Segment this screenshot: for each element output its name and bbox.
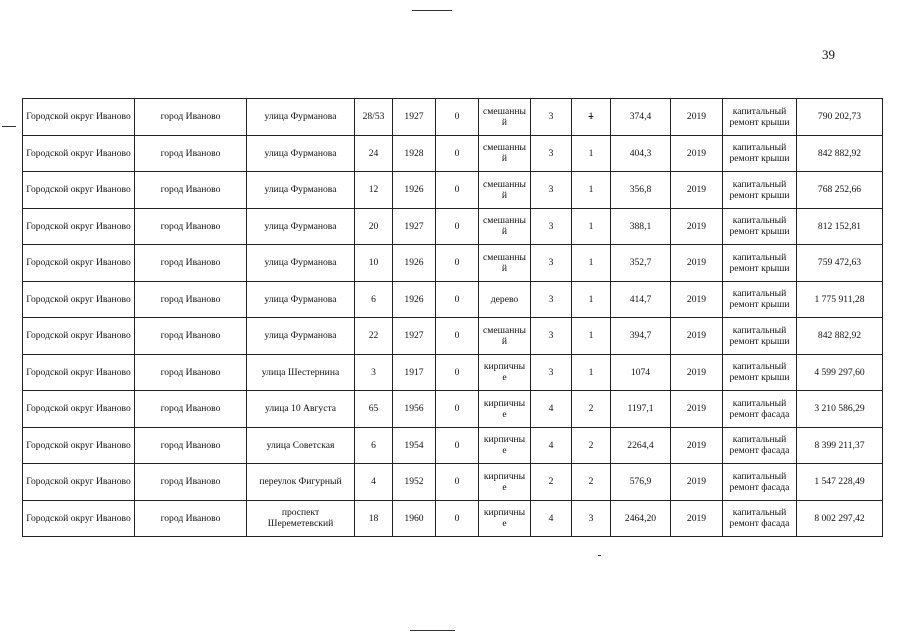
table-row xyxy=(23,427,883,464)
cell-zero: 0 xyxy=(436,135,479,172)
cell-wall-material: кирпичны е xyxy=(479,354,531,391)
cell-street: улица Фурманова xyxy=(247,245,355,282)
cell-zero: 0 xyxy=(436,245,479,282)
cell-city: город Иваново xyxy=(135,172,247,209)
cell-wall-material: смешанны й xyxy=(479,208,531,245)
cell-street: улица Фурманова xyxy=(247,208,355,245)
cell-wall-material: кирпичны е xyxy=(479,500,531,537)
cell-work-type: капитальный ремонт фасада xyxy=(723,500,797,537)
cell-wall-material: смешанны й xyxy=(479,318,531,355)
cell-city: город Иваново xyxy=(135,318,247,355)
cell-entrances: 2 xyxy=(572,427,611,464)
cell-plan-year: 2019 xyxy=(671,354,723,391)
cell-plan-year: 2019 xyxy=(671,427,723,464)
cell-cost: 1 547 228,49 xyxy=(797,464,883,501)
cell-city: город Иваново xyxy=(135,135,247,172)
cell-work-type: капитальный ремонт крыши xyxy=(723,208,797,245)
cell-house-number: 10 xyxy=(355,245,393,282)
cell-build-year: 1926 xyxy=(393,245,436,282)
cell-entrances: 1 xyxy=(572,245,611,282)
cell-plan-year: 2019 xyxy=(671,245,723,282)
cell-floors: 4 xyxy=(531,500,572,537)
table-row xyxy=(23,99,883,136)
cell-municipality: Городской округ Иваново xyxy=(23,281,135,318)
cell-municipality: Городской округ Иваново xyxy=(23,172,135,209)
cell-house-number: 4 xyxy=(355,464,393,501)
cell-house-number: 18 xyxy=(355,500,393,537)
table-row xyxy=(23,208,883,245)
cell-entrances: 1 xyxy=(572,135,611,172)
cell-entrances: 1 xyxy=(572,208,611,245)
table-body xyxy=(23,99,883,537)
table-row xyxy=(23,391,883,428)
cell-work-type: капитальный ремонт фасада xyxy=(723,427,797,464)
cell-wall-material: смешанны й xyxy=(479,99,531,136)
scan-mark-left xyxy=(2,126,16,127)
cell-entrances: 1 xyxy=(572,354,611,391)
cell-floors: 3 xyxy=(531,245,572,282)
cell-municipality: Городской округ Иваново xyxy=(23,245,135,282)
cell-area: 394,7 xyxy=(611,318,671,355)
cell-cost: 842 882,92 xyxy=(797,135,883,172)
cell-entrances: 1 xyxy=(572,281,611,318)
cell-wall-material: смешанны й xyxy=(479,135,531,172)
cell-area: 352,7 xyxy=(611,245,671,282)
cell-wall-material: кирпичны е xyxy=(479,427,531,464)
cell-zero: 0 xyxy=(436,464,479,501)
cell-area: 1074 xyxy=(611,354,671,391)
cell-plan-year: 2019 xyxy=(671,208,723,245)
cell-entrances: 2 xyxy=(572,464,611,501)
cell-street: улица Фурманова xyxy=(247,135,355,172)
cell-house-number: 24 xyxy=(355,135,393,172)
cell-plan-year: 2019 xyxy=(671,391,723,428)
cell-build-year: 1927 xyxy=(393,208,436,245)
cell-build-year: 1960 xyxy=(393,500,436,537)
cell-house-number: 12 xyxy=(355,172,393,209)
cell-city: город Иваново xyxy=(135,500,247,537)
cell-municipality: Городской округ Иваново xyxy=(23,354,135,391)
cell-floors: 2 xyxy=(531,464,572,501)
cell-area: 2264,4 xyxy=(611,427,671,464)
cell-zero: 0 xyxy=(436,318,479,355)
cell-zero: 0 xyxy=(436,208,479,245)
cell-zero: 0 xyxy=(436,99,479,136)
cell-street: улица Фурманова xyxy=(247,318,355,355)
cell-cost: 842 882,92 xyxy=(797,318,883,355)
cell-plan-year: 2019 xyxy=(671,318,723,355)
table-row xyxy=(23,318,883,355)
cell-wall-material: смешанны й xyxy=(479,172,531,209)
cell-city: город Иваново xyxy=(135,427,247,464)
cell-plan-year: 2019 xyxy=(671,281,723,318)
cell-work-type: капитальный ремонт крыши xyxy=(723,99,797,136)
cell-plan-year: 2019 xyxy=(671,135,723,172)
cell-municipality: Городской округ Иваново xyxy=(23,427,135,464)
cell-entrances: 1 xyxy=(572,172,611,209)
cell-floors: 3 xyxy=(531,318,572,355)
cell-area: 388,1 xyxy=(611,208,671,245)
cell-city: город Иваново xyxy=(135,464,247,501)
cell-municipality: Городской округ Иваново xyxy=(23,99,135,136)
cell-plan-year: 2019 xyxy=(671,172,723,209)
cell-street: улица Шестернина xyxy=(247,354,355,391)
cell-entrances: 1 xyxy=(572,318,611,355)
page-number: 39 xyxy=(822,47,835,62)
table-row xyxy=(23,135,883,172)
cell-floors: 3 xyxy=(531,135,572,172)
cell-zero: 0 xyxy=(436,391,479,428)
cell-cost: 8 399 211,37 xyxy=(797,427,883,464)
cell-municipality: Городской округ Иваново xyxy=(23,208,135,245)
cell-wall-material: кирпичны е xyxy=(479,464,531,501)
cell-build-year: 1917 xyxy=(393,354,436,391)
housing-repair-table xyxy=(22,98,883,537)
cell-entrances: 3 xyxy=(572,500,611,537)
table-row xyxy=(23,172,883,209)
cell-municipality: Городской округ Иваново xyxy=(23,391,135,428)
cell-wall-material: смешанны й xyxy=(479,245,531,282)
cell-floors: 3 xyxy=(531,99,572,136)
scan-mark-dot xyxy=(598,555,601,556)
table-row xyxy=(23,281,883,318)
cell-city: город Иваново xyxy=(135,208,247,245)
cell-entrances: 1 xyxy=(572,99,611,136)
cell-street: улица Фурманова xyxy=(247,172,355,209)
cell-municipality: Городской округ Иваново xyxy=(23,318,135,355)
cell-wall-material: дерево xyxy=(479,281,531,318)
cell-city: город Иваново xyxy=(135,354,247,391)
cell-zero: 0 xyxy=(436,354,479,391)
cell-city: город Иваново xyxy=(135,245,247,282)
cell-cost: 790 202,73 xyxy=(797,99,883,136)
cell-plan-year: 2019 xyxy=(671,464,723,501)
cell-floors: 4 xyxy=(531,427,572,464)
cell-house-number: 20 xyxy=(355,208,393,245)
cell-street: проспект Шереметевский xyxy=(247,500,355,537)
cell-house-number: 28/53 xyxy=(355,99,393,136)
cell-build-year: 1926 xyxy=(393,281,436,318)
cell-municipality: Городской округ Иваново xyxy=(23,464,135,501)
cell-build-year: 1927 xyxy=(393,99,436,136)
cell-street: переулок Фигурный xyxy=(247,464,355,501)
cell-cost: 1 775 911,28 xyxy=(797,281,883,318)
scan-mark-bottom xyxy=(410,630,455,631)
cell-zero: 0 xyxy=(436,281,479,318)
cell-house-number: 3 xyxy=(355,354,393,391)
table-row xyxy=(23,500,883,537)
cell-street: улица Советская xyxy=(247,427,355,464)
cell-area: 356,8 xyxy=(611,172,671,209)
cell-build-year: 1926 xyxy=(393,172,436,209)
cell-work-type: капитальный ремонт крыши xyxy=(723,245,797,282)
cell-cost: 768 252,66 xyxy=(797,172,883,209)
cell-area: 2464,20 xyxy=(611,500,671,537)
cell-house-number: 6 xyxy=(355,281,393,318)
cell-street: улица Фурманова xyxy=(247,281,355,318)
cell-cost: 4 599 297,60 xyxy=(797,354,883,391)
scan-mark-top xyxy=(412,10,452,11)
cell-zero: 0 xyxy=(436,172,479,209)
cell-area: 576,9 xyxy=(611,464,671,501)
cell-work-type: капитальный ремонт фасада xyxy=(723,464,797,501)
cell-floors: 3 xyxy=(531,281,572,318)
cell-work-type: капитальный ремонт фасада xyxy=(723,391,797,428)
cell-area: 414,7 xyxy=(611,281,671,318)
cell-street: улица Фурманова xyxy=(247,99,355,136)
table-row xyxy=(23,354,883,391)
cell-build-year: 1927 xyxy=(393,318,436,355)
cell-city: город Иваново xyxy=(135,391,247,428)
cell-street: улица 10 Августа xyxy=(247,391,355,428)
cell-zero: 0 xyxy=(436,427,479,464)
cell-plan-year: 2019 xyxy=(671,500,723,537)
cell-work-type: капитальный ремонт крыши xyxy=(723,354,797,391)
cell-area: 374,4 xyxy=(611,99,671,136)
cell-plan-year: 2019 xyxy=(671,99,723,136)
cell-work-type: капитальный ремонт крыши xyxy=(723,172,797,209)
cell-build-year: 1952 xyxy=(393,464,436,501)
cell-house-number: 6 xyxy=(355,427,393,464)
cell-work-type: капитальный ремонт крыши xyxy=(723,135,797,172)
table-row xyxy=(23,464,883,501)
cell-cost: 8 002 297,42 xyxy=(797,500,883,537)
cell-cost: 759 472,63 xyxy=(797,245,883,282)
cell-cost: 812 152,81 xyxy=(797,208,883,245)
cell-floors: 3 xyxy=(531,354,572,391)
cell-wall-material: кирпичны е xyxy=(479,391,531,428)
cell-build-year: 1954 xyxy=(393,427,436,464)
cell-work-type: капитальный ремонт крыши xyxy=(723,281,797,318)
cell-build-year: 1956 xyxy=(393,391,436,428)
cell-house-number: 65 xyxy=(355,391,393,428)
cell-build-year: 1928 xyxy=(393,135,436,172)
cell-floors: 3 xyxy=(531,208,572,245)
cell-area: 1197,1 xyxy=(611,391,671,428)
cell-entrances: 2 xyxy=(572,391,611,428)
cell-municipality: Городской округ Иваново xyxy=(23,500,135,537)
cell-cost: 3 210 586,29 xyxy=(797,391,883,428)
cell-floors: 4 xyxy=(531,391,572,428)
cell-floors: 3 xyxy=(531,172,572,209)
cell-zero: 0 xyxy=(436,500,479,537)
cell-work-type: капитальный ремонт крыши xyxy=(723,318,797,355)
cell-city: город Иваново xyxy=(135,99,247,136)
cell-municipality: Городской округ Иваново xyxy=(23,135,135,172)
cell-house-number: 22 xyxy=(355,318,393,355)
table-row xyxy=(23,245,883,282)
cell-city: город Иваново xyxy=(135,281,247,318)
cell-area: 404,3 xyxy=(611,135,671,172)
